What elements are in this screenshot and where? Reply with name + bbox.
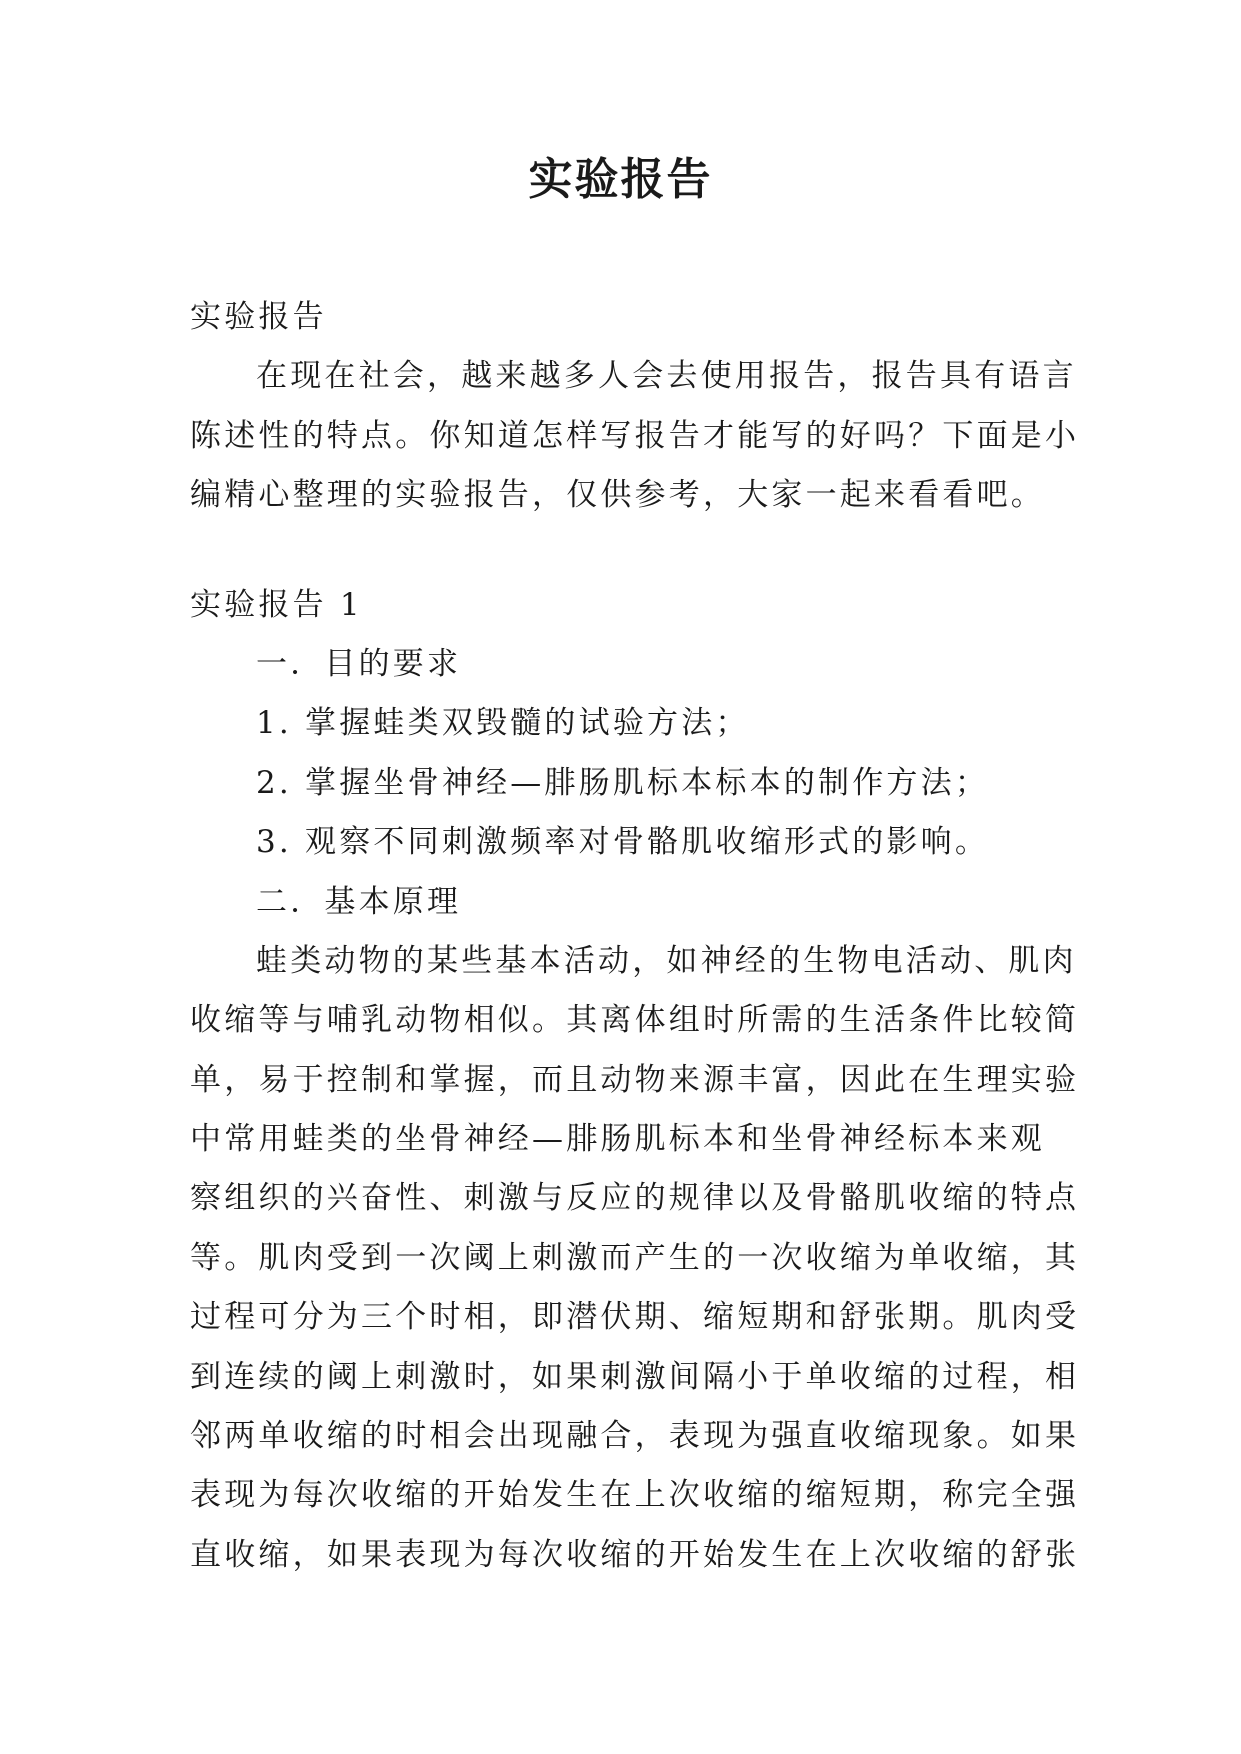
principles-paragraph-line: 邻两单收缩的时相会出现融合，表现为强直收缩现象。如果	[190, 1418, 1080, 1455]
intro-heading: 实验报告	[190, 299, 327, 335]
principles-paragraph-line: 过程可分为三个时相，即潜伏期、缩短期和舒张期。肌肉受	[190, 1299, 1080, 1336]
paragraph-spacer	[190, 526, 1050, 576]
principles-paragraph-line: 单，易于控制和掌握，而且动物来源丰富，因此在生理实验	[190, 1061, 1080, 1098]
section-title-objectives: 一．目的要求	[256, 645, 462, 682]
principles-paragraph-line: 到连续的阈上刺激时，如果刺激间隔小于单收缩的过程，相	[190, 1358, 1080, 1395]
intro-paragraph-line: 陈述性的特点。你知道怎样写报告才能写的好吗？下面是小	[190, 417, 1080, 454]
objective-item: 2. 掌握坐骨神经—腓肠肌标本标本的制作方法；	[256, 764, 990, 801]
intro-paragraph-line: 在现在社会，越来越多人会去使用报告，报告具有语言	[256, 358, 1077, 395]
principles-paragraph-line: 察组织的兴奋性、刺激与反应的规律以及骨骼肌收缩的特点	[190, 1180, 1080, 1217]
principles-paragraph-line: 蛙类动物的某些基本活动，如神经的生物电活动、肌肉	[256, 942, 1077, 979]
principles-paragraph-line: 收缩等与哺乳动物相似。其离体组时所需的生活条件比较简	[190, 1002, 1080, 1039]
section-title-principles: 二．基本原理	[256, 883, 462, 920]
intro-paragraph-line: 编精心整理的实验报告，仅供参考，大家一起来看看吧。	[190, 477, 1045, 514]
principles-paragraph-line: 等。肌肉受到一次阈上刺激而产生的一次收缩为单收缩，其	[190, 1239, 1080, 1276]
objective-item: 1. 掌握蛙类双毁髓的试验方法；	[256, 705, 750, 742]
report-heading: 实验报告 1	[190, 586, 363, 623]
objective-item: 3. 观察不同刺激频率对骨骼肌收缩形式的影响。	[256, 824, 990, 861]
principles-paragraph-line: 表现为每次收缩的开始发生在上次收缩的缩短期，称完全强	[190, 1477, 1080, 1514]
principles-paragraph-line: 中常用蛙类的坐骨神经—腓肠肌标本和坐骨神经标本来观	[190, 1121, 1045, 1158]
principles-paragraph-line: 直收缩，如果表现为每次收缩的开始发生在上次收缩的舒张	[190, 1536, 1080, 1573]
document-body	[190, 288, 1080, 1585]
document-title: 实验报告	[528, 154, 713, 205]
